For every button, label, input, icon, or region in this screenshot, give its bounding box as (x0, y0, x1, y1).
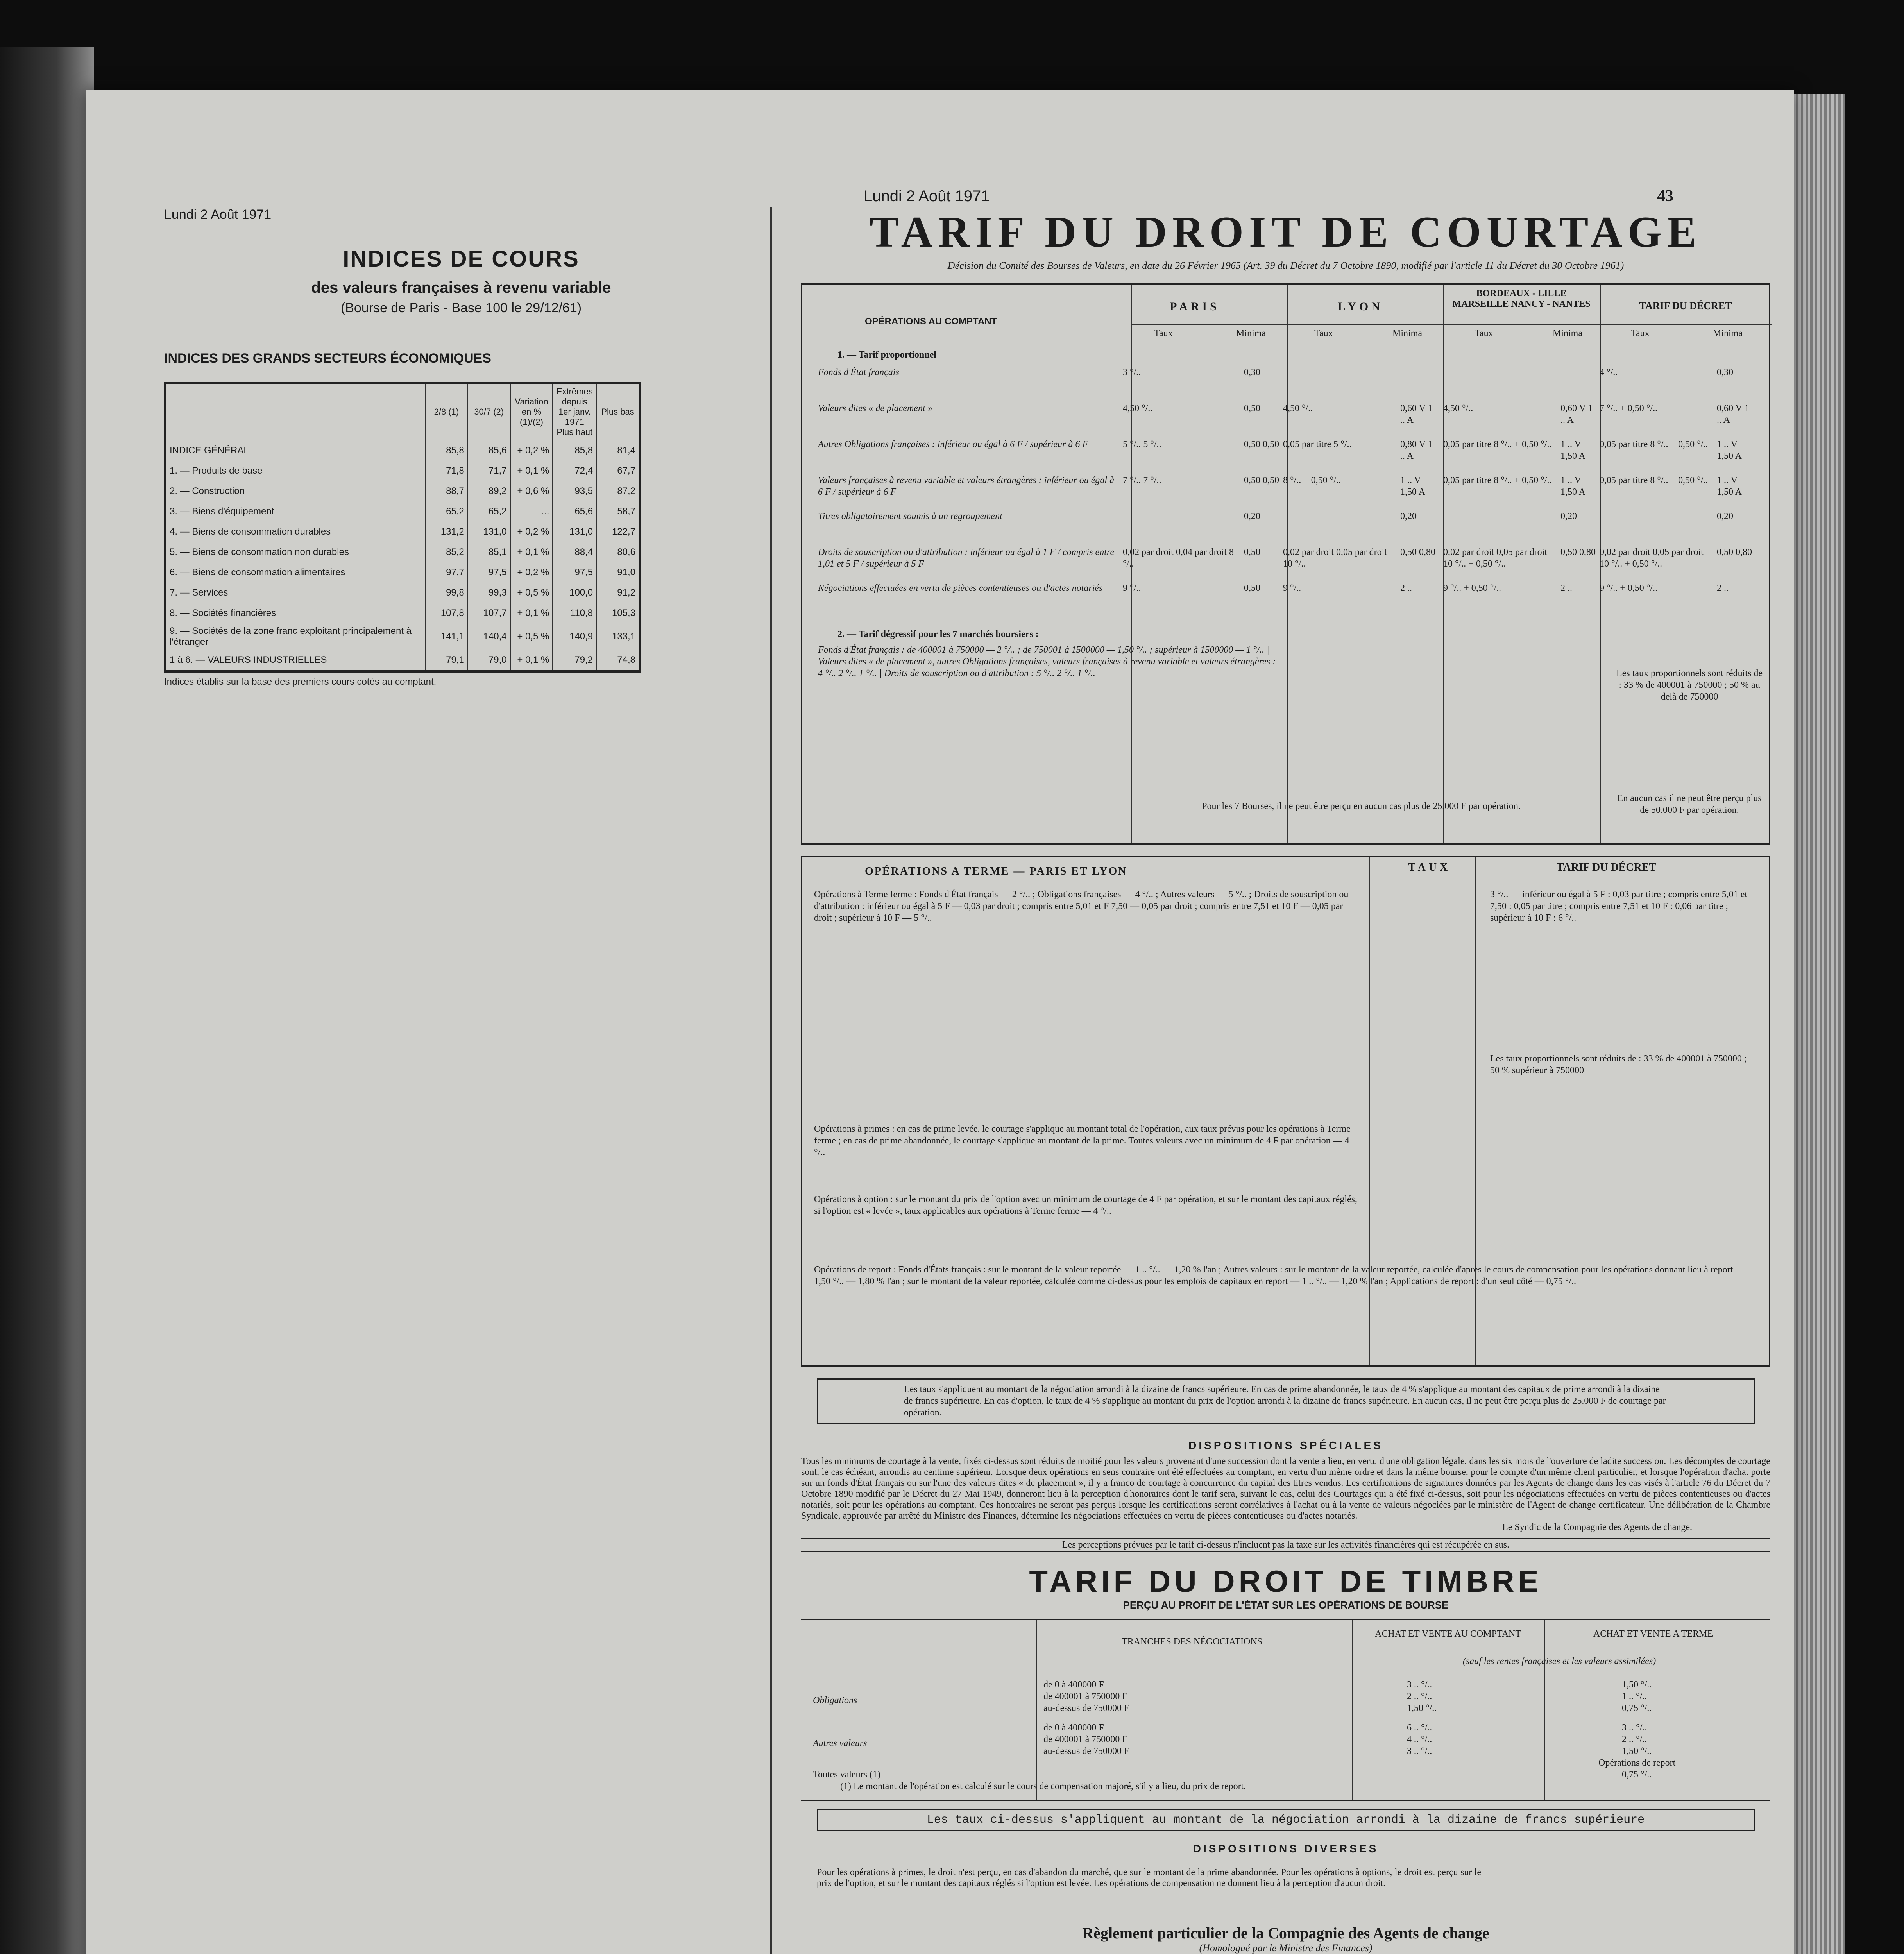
table-cell: 6. — Biens de consommation alimentaires (165, 562, 425, 583)
table-cell: 140,4 (468, 623, 510, 650)
tranche: de 0 à 400000 F (1043, 1680, 1104, 1690)
divers-text: Pour les opérations à primes, le droit n'est perçu, en cas d'abandon du marché, que sur le montant de la prime abandonnée. Pour les opérations à options, le droit est perçu sur le prix de l'option, et sur le montant des capitaux réglés si l'option est levée. Les opérations de compensation ne donnent lieu à la perception d'aucun droit. (817, 1867, 1481, 1888)
divers-title: DISPOSITIONS DIVERSES (1193, 1843, 1379, 1855)
sub-taux: Taux (1631, 328, 1650, 338)
table-cell: 9. — Sociétés de la zone franc exploitant principalement à l'étranger (165, 623, 425, 650)
primes-text: Opérations à primes : en cas de prime levée, le courtage s'applique au montant total de l'opération, aux taux prévus pour les opérations à Terme ferme ; en cas de prime abandonnée, le courtage s'applique au montant de la prime. Toutes valeurs avec un minimum de 4 F par opération — 4 °/.. (814, 1124, 1351, 1158)
table-cell: 2. — Construction (165, 481, 425, 501)
timbre-title: TARIF DU DROIT DE TIMBRE (1029, 1564, 1543, 1598)
col-head: Plus bas (596, 383, 640, 440)
comptant-table (801, 283, 1770, 845)
book-binding (0, 47, 94, 1954)
rate: 2 .. °/.. (1622, 1734, 1647, 1745)
rate: 1,50 °/.. (1622, 1680, 1652, 1690)
table-cell: 133,1 (596, 623, 640, 650)
tranche: de 400001 à 750000 F (1043, 1734, 1127, 1745)
table-cell: 88,7 (425, 481, 468, 501)
timbre-table (801, 1619, 1770, 1801)
col-head: 2/8 (1) (425, 383, 468, 440)
tariff-cell: 0,60 V 1 .. A (1400, 403, 1433, 425)
tariff-cell: 0,05 par titre 8 °/.. + 0,50 °/.. (1443, 475, 1552, 485)
running-date: Lundi 2 Août 1971 (864, 188, 990, 205)
rate: 1,50 °/.. (1622, 1746, 1652, 1756)
tariff-label: Valeurs dites « de placement » (818, 403, 932, 413)
table-cell: 85,1 (468, 542, 510, 562)
reglement-title: Règlement particulier de la Compagnie des Agents de change (1082, 1924, 1489, 1942)
tariff-label: Négociations effectuées en vertu de pièces contentieuses ou d'actes notariés (818, 583, 1103, 593)
sub-minima: Minima (1392, 328, 1422, 338)
table-row (165, 562, 640, 583)
rule (1544, 1620, 1545, 1800)
table-cell: 7. — Services (165, 583, 425, 603)
degressif-lines: Fonds d'État français : de 400001 à 750000 — 2 °/.. ; de 750001 à 1500000 — 1,50 °/.. ; supérieur à 1500000 — 1 °/.. | Valeurs dites « de placement », autres Obligations françaises, valeurs françaises à revenu variable et valeurs étrangères : 4 °/.. 2 °/.. 1 °/.. | Droits de souscription ou d'attribution : 5 °/.. 2 °/.. 1 °/.. (818, 645, 1276, 678)
table-cell: 122,7 (596, 522, 640, 542)
tariff-cell: 0,60 V 1 .. A (1560, 403, 1593, 425)
table-cell: 91,2 (596, 583, 640, 603)
tariff-cell: 0,50 (1244, 583, 1260, 593)
timbre-footnote: (1) Le montant de l'opération est calculé sur le cours de compensation majoré, s'il y a lieu, du prix de report. (840, 1781, 1246, 1791)
col-head: 30/7 (2) (468, 383, 510, 440)
table-cell: 79,2 (553, 650, 596, 671)
tariff-cell: 3 °/.. (1123, 367, 1141, 378)
place-paris: PARIS (1170, 300, 1220, 313)
bourses-note: Pour les 7 Bourses, il ne peut être perçu en aucun cas plus de 25.000 F par opération. (1202, 801, 1521, 811)
dispositions-sign: Le Syndic de la Compagnie des Agents de change. (1502, 1522, 1692, 1532)
timbre-col2: ACHAT ET VENTE AU COMPTANT (1374, 1629, 1521, 1639)
tarif-degressif: 2. — Tarif dégressif pour les 7 marchés boursiers : (837, 629, 1039, 639)
place-decret: TARIF DU DÉCRET (1639, 300, 1732, 311)
table-row (165, 522, 640, 542)
tariff-cell: 0,30 (1717, 367, 1733, 378)
tarif-proportionnel: 1. — Tarif proportionnel (837, 350, 936, 360)
table-cell: INDICE GÉNÉRAL (165, 440, 425, 461)
table-cell: 58,7 (596, 501, 640, 522)
timbre-col1: TRANCHES DES NÉGOCIATIONS (1122, 1637, 1263, 1647)
table-cell: + 0,1 % (510, 650, 553, 671)
tranche: de 400001 à 750000 F (1043, 1691, 1127, 1702)
courtage-section (801, 207, 1770, 1954)
tariff-cell: 1 .. V 1,50 A (1717, 439, 1742, 461)
place-lyon: LYON (1338, 300, 1383, 313)
table-row (165, 583, 640, 603)
table-cell: 81,4 (596, 440, 640, 461)
col-head: Extrêmes depuis 1er janv. 1971 Plus haut (553, 383, 596, 440)
table-cell: + 0,2 % (510, 440, 553, 461)
table-cell: 74,8 (596, 650, 640, 671)
timbre-obligations: Obligations (813, 1695, 857, 1705)
table-cell: 110,8 (553, 603, 596, 623)
timbre-col-note: (sauf les rentes françaises et les valeurs assimilées) (1462, 1656, 1656, 1666)
rule (1352, 1620, 1353, 1800)
tariff-cell: 1 .. V 1,50 A (1717, 475, 1742, 497)
tariff-cell: 0,50 0,80 (1717, 547, 1752, 557)
tariff-cell: 0,02 par droit 0,05 par droit 10 °/.. + 0,50 °/.. (1443, 547, 1547, 569)
table-cell: 85,2 (425, 542, 468, 562)
sub-taux: Taux (1154, 328, 1173, 338)
tariff-cell: 0,05 par titre 8 °/.. + 0,50 °/.. (1600, 439, 1708, 449)
courtage-title: TARIF DU DROIT DE COURTAGE (870, 208, 1702, 256)
tariff-cell: 9 °/.. (1123, 583, 1141, 593)
sub-taux: Taux (1314, 328, 1333, 338)
tariff-cell: 0,50 (1244, 547, 1260, 557)
tariff-cell: 4,50 °/.. (1123, 403, 1153, 413)
table-cell: 67,7 (596, 461, 640, 481)
dispositions-text: Tous les minimums de courtage à la vente, fixés ci-dessus sont réduits de moitié pour les valeurs provenant d'une succession dont la vente a lieu, en vertu d'une obligation légale, dans les six mois de l'ouverture de ladite succession. Les décomptes de courtage sont, le cas échéant, arrondis au centime supérieur. Lorsque deux opérations en sens contraire ont été effectuées au comptant, en vertu d'un même ordre et dans la même bourse, pour le compte d'un même client particulier, et lorsque l'opération d'achat porte sur un fonds d'État français ou sur l'une des valeurs dites « de placement », il y a franco de courtage à concurrence du capital des titres vendus. Les certifications de signatures données par les Agents de change dans les cas visés à l'article 76 du Décret du 7 Octobre 1890 modifié par le Décret du 27 Mai 1949, donneront lieu à la perception d'honoraires dont le tarif sera, suivant le cas, celui des Courtages qui a été fixé ci-dessus, soit pour les négociations effectuées en vertu de pièces contentieuses ou d'actes notariés, soit pour les opérations au comptant. Ces honoraires ne seront pas perçus lorsque les certifications seront corrélatives à l'achat ou à la vente de valeurs négociées par le ministère de l'Agent de change certificateur. Une délibération de la Chambre Syndicale, approuvée par arrêté du Ministre des Finances, détermine les négociations effectuées en vertu de pièces contentieuses ou d'actes notariés. (801, 1456, 1770, 1521)
table-cell: 65,6 (553, 501, 596, 522)
report-label: Opérations de report (1598, 1758, 1676, 1768)
table-cell: 131,0 (553, 522, 596, 542)
table-row (165, 603, 640, 623)
tariff-cell: 1 .. V 1,50 A (1400, 475, 1426, 497)
table-cell: 140,9 (553, 623, 596, 650)
table-cell: 131,2 (425, 522, 468, 542)
table-cell: + 0,1 % (510, 603, 553, 623)
rate: 3 .. °/.. (1407, 1680, 1432, 1690)
table-cell: 65,2 (425, 501, 468, 522)
table-cell: 93,5 (553, 481, 596, 501)
table-cell: 88,4 (553, 542, 596, 562)
terme-text: Opérations à Terme ferme : Fonds d'État français — 2 °/.. ; Obligations françaises — 4 °/.. ; Autres valeurs — 5 °/.. ; Droits de souscription ou d'attribution : inférieur ou égal à 5 F — 0,03 par droit ; compris entre 5,01 et F 7,50 — 0,05 par droit ; compris entre 7,51 et 10 F — 0,05 par droit ; supérieur à 10 F — 5 °/.. (814, 889, 1349, 923)
timbre-subtitle: PERÇU AU PROFIT DE L'ÉTAT SUR LES OPÉRATIONS DE BOURSE (1123, 1599, 1449, 1611)
tariff-label: Valeurs françaises à revenu variable et valeurs étrangères : inférieur ou égal à 6 F / supérieur à 6 F (818, 475, 1115, 497)
table-cell: 65,2 (468, 501, 510, 522)
tranche: au-dessus de 750000 F (1043, 1703, 1129, 1713)
col-name (165, 383, 425, 440)
terme-table (801, 856, 1770, 1367)
tariff-cell: 0,50 0,50 (1244, 475, 1279, 485)
timbre-col3: ACHAT ET VENTE A TERME (1593, 1629, 1713, 1639)
col-head: Variation en % (1)/(2) (510, 383, 553, 440)
tariff-cell: 0,05 par titre 8 °/.. + 0,50 °/.. (1600, 475, 1708, 485)
indices-section (164, 207, 758, 687)
page-number: 43 (1657, 187, 1673, 205)
tariff-cell: 0,50 0,80 (1560, 547, 1596, 557)
sub-minima: Minima (1553, 328, 1582, 338)
tariff-cell: 1 .. V 1,50 A (1560, 475, 1586, 497)
table-row (165, 440, 640, 461)
reglement-subtitle: (Homologué par le Ministre des Finances) (1199, 1942, 1373, 1954)
tariff-cell: 9 °/.. + 0,50 °/.. (1600, 583, 1658, 593)
table-row (165, 650, 640, 671)
indices-title: INDICES DE COURS (343, 246, 580, 272)
timbre-autres: Autres valeurs (813, 1738, 867, 1748)
table-cell: 89,2 (468, 481, 510, 501)
table-cell: 79,1 (425, 650, 468, 671)
table-cell: 100,0 (553, 583, 596, 603)
tranche: de 0 à 400000 F (1043, 1723, 1104, 1733)
degressif-note2: En aucun cas il ne peut être perçu plus de 50.000 F par opération. (1617, 793, 1762, 815)
tariff-cell: 9 °/.. (1283, 583, 1301, 593)
tariff-cell: 4 °/.. (1600, 367, 1618, 378)
ops-comptant-heading: OPÉRATIONS AU COMPTANT (865, 316, 997, 327)
table-cell: + 0,5 % (510, 583, 553, 603)
rule (1036, 1620, 1037, 1800)
table-cell: 97,5 (468, 562, 510, 583)
table-cell: 85,6 (468, 440, 510, 461)
report-text: Opérations de report : Fonds d'États français : sur le montant de la valeur reportée — 1 .. °/.. — 1,20 % l'an ; Autres valeurs : sur le montant de la valeur reportée, calculée d'après le cours de compensation pour les opérations donnant lieu à report — 1,50 °/.. — 1,80 % l'an ; sur le montant de la valeur reportée, calculée comme ci-dessus pour les emplois de capitaux en report — 1 .. °/.. — 1,20 % l'an ; Applications de report : d'un seul côté — 0,75 °/.. (814, 1265, 1745, 1287)
courtage-decision: Décision du Comité des Bourses de Valeurs, en date du 26 Février 1965 (Art. 39 du Décret du 7 Octobre 1890, modifié par l'article 11 du Décret du 30 Octobre 1961) (947, 260, 1624, 271)
table-row (165, 623, 640, 650)
table-cell: 72,4 (553, 461, 596, 481)
rate: 3 .. °/.. (1407, 1746, 1432, 1756)
option-text: Opérations à option : sur le montant du prix de l'option avec un minimum de courtage de 4 F par opération, et sur le montant des capitaux réglés, si l'option est « levée », taux applicables aux opérations à Terme ferme — 4 °/.. (814, 1194, 1357, 1216)
rate: 1,50 °/.. (1407, 1703, 1437, 1713)
table-row (165, 481, 640, 501)
tariff-cell: 0,60 V 1 .. A (1717, 403, 1749, 425)
dispositions-title: DISPOSITIONS SPÉCIALES (1188, 1439, 1383, 1451)
tranche: au-dessus de 750000 F (1043, 1746, 1129, 1756)
table-cell: 91,0 (596, 562, 640, 583)
tariff-label: Fonds d'État français (818, 367, 899, 378)
table-cell: + 0,2 % (510, 562, 553, 583)
table-cell: 8. — Sociétés financières (165, 603, 425, 623)
rate: 6 .. °/.. (1407, 1723, 1432, 1733)
table-cell: 1 à 6. — VALEURS INDUSTRIELLES (165, 650, 425, 671)
tariff-cell: 7 °/.. + 0,50 °/.. (1600, 403, 1658, 413)
indices-footnote: Indices établis sur la base des premiers cours cotés au comptant. (164, 676, 437, 687)
tariff-cell: 4,50 °/.. (1443, 403, 1473, 413)
table-cell: 131,0 (468, 522, 510, 542)
sub-minima: Minima (1713, 328, 1743, 338)
table-cell: 71,8 (425, 461, 468, 481)
tariff-cell: 0,02 par droit 0,05 par droit 10 °/.. + 0,50 °/.. (1600, 547, 1704, 569)
sub-minima: Minima (1236, 328, 1266, 338)
table-cell: + 0,6 % (510, 481, 553, 501)
tariff-label: Droits de souscription ou d'attribution : inférieur ou égal à 1 F / compris entre 1,01 et 5 F / supérieur à 5 F (818, 547, 1114, 569)
rule (1131, 324, 1772, 325)
tariff-cell: 8 °/.. + 0,50 °/.. (1283, 475, 1341, 485)
table-cell: 141,1 (425, 623, 468, 650)
boxed-note: Les taux s'appliquent au montant de la négociation arrondi à la dizaine de francs supérieure. En cas de prime abandonnée, le taux de 4 % s'applique au montant des capitaux de prime arrondi à la dizaine de francs supérieure. En cas d'option, le taux de 4 % s'applique au montant du prix de l'option arrondi à la dizaine de francs supérieure. En aucun cas, il ne peut être perçu plus de 25.000 F de courtage par opération. (817, 1378, 1755, 1424)
table-cell: 71,7 (468, 461, 510, 481)
table-cell: 85,8 (553, 440, 596, 461)
degressif-note: Les taux proportionnels sont réduits de : 33 % de 400001 à 750000 ; 50 % au delà de 750000 (1616, 668, 1763, 702)
column-rule (770, 207, 772, 1954)
tariff-cell: 7 °/.. 7 °/.. (1123, 475, 1161, 485)
tariff-cell: 0,50 (1244, 403, 1260, 413)
indices-table (164, 382, 641, 673)
terme-decret: TARIF DU DÉCRET (1557, 861, 1657, 873)
tariff-cell: 0,80 V 1 .. A (1400, 439, 1433, 461)
table-cell: 1. — Produits de base (165, 461, 425, 481)
sub-taux: Taux (1475, 328, 1493, 338)
tariff-cell: 0,20 (1560, 511, 1577, 521)
table-cell: 97,5 (553, 562, 596, 583)
rate: 0,75 °/.. (1622, 1703, 1652, 1713)
rate: 4 .. °/.. (1407, 1734, 1432, 1745)
terme-title: OPÉRATIONS A TERME — PARIS ET LYON (865, 865, 1127, 877)
tariff-label: Autres Obligations françaises : inférieur ou égal à 6 F / supérieur à 6 F (818, 439, 1088, 449)
table-cell: 79,0 (468, 650, 510, 671)
table-cell: 85,8 (425, 440, 468, 461)
tariff-cell: 0,05 par titre 5 °/.. (1283, 439, 1352, 449)
table-cell: 5. — Biens de consommation non durables (165, 542, 425, 562)
tariff-cell: 2 .. (1560, 583, 1572, 593)
tariff-cell: 0,20 (1244, 511, 1260, 521)
rate: 1 .. °/.. (1622, 1691, 1647, 1702)
indices-subtitle: des valeurs françaises à revenu variable (311, 279, 611, 296)
tariff-cell: 2 .. (1400, 583, 1412, 593)
tariff-cell: 5 °/.. 5 °/.. (1123, 439, 1161, 449)
table-row (165, 542, 640, 562)
table-row (165, 461, 640, 481)
terme-decret-text: 3 °/.. — inférieur ou égal à 5 F : 0,03 par titre ; compris entre 5,01 et 7,50 : 0,05 par titre ; compris entre 7,51 et 10 F : 0,06 par titre ; supérieur à 10 F : 6 °/.. (1490, 889, 1748, 923)
terme-reduction: Les taux proportionnels sont réduits de : 33 % de 400001 à 750000 ; 50 % supérieur à 750000 (1490, 1054, 1747, 1075)
tariff-cell: 0,50 0,50 (1244, 439, 1279, 449)
tariff-label: Titres obligatoirement soumis à un regroupement (818, 511, 1002, 521)
toutes-valeurs: Toutes valeurs (1) (813, 1770, 880, 1780)
toutes-valeurs-rate: 0,75 °/.. (1622, 1770, 1652, 1780)
rule (1475, 857, 1476, 1365)
rate: 3 .. °/.. (1622, 1723, 1647, 1733)
table-cell: 107,8 (425, 603, 468, 623)
table-cell: 80,6 (596, 542, 640, 562)
table-cell: 99,3 (468, 583, 510, 603)
timbre-boxed: Les taux ci-dessus s'appliquent au montant de la négociation arrondi à la dizaine de francs supérieure (817, 1809, 1755, 1831)
tariff-cell: 0,30 (1244, 367, 1260, 378)
tariff-cell: 0,05 par titre 8 °/.. + 0,50 °/.. (1443, 439, 1552, 449)
table-row (165, 501, 640, 522)
tariff-cell: 9 °/.. + 0,50 °/.. (1443, 583, 1501, 593)
table-cell: 105,3 (596, 603, 640, 623)
tariff-cell: 1 .. V 1,50 A (1560, 439, 1586, 461)
left-date: Lundi 2 Août 1971 (164, 207, 272, 222)
terme-taux: TAUX (1408, 861, 1451, 873)
tariff-cell: 4,50 °/.. (1283, 403, 1313, 413)
table-cell: + 0,5 % (510, 623, 553, 650)
table-cell: 99,8 (425, 583, 468, 603)
table-cell: 3. — Biens d'équipement (165, 501, 425, 522)
tariff-cell: 0,20 (1717, 511, 1733, 521)
tariff-cell: 0,50 0,80 (1400, 547, 1435, 557)
table-cell: 87,2 (596, 481, 640, 501)
tariff-cell: 2 .. (1717, 583, 1729, 593)
table-cell: 4. — Biens de consommation durables (165, 522, 425, 542)
table-cell: + 0,1 % (510, 542, 553, 562)
table-cell: + 0,2 % (510, 522, 553, 542)
page (86, 90, 1794, 1954)
tariff-cell: 0,20 (1400, 511, 1417, 521)
table-cell: ... (510, 501, 553, 522)
tariff-cell: 0,02 par droit 0,04 par droit 8 °/.. (1123, 547, 1234, 569)
place-bordeaux: BORDEAUX - LILLE MARSEILLE NANCY - NANTES (1452, 288, 1591, 309)
rule (1369, 857, 1370, 1365)
rate: 2 .. °/.. (1407, 1691, 1432, 1702)
perceptions-note: Les perceptions prévues par le tarif ci-dessus n'incluent pas la taxe sur les activités financières qui est récupérée en sus. (801, 1538, 1770, 1552)
indices-base: (Bourse de Paris - Base 100 le 29/12/61) (340, 301, 582, 315)
tariff-cell: 0,02 par droit 0,05 par droit 10 °/.. (1283, 547, 1387, 569)
sectors-heading: INDICES DES GRANDS SECTEURS ÉCONOMIQUES (164, 351, 491, 366)
table-cell: 107,7 (468, 603, 510, 623)
table-cell: + 0,1 % (510, 461, 553, 481)
table-cell: 97,7 (425, 562, 468, 583)
